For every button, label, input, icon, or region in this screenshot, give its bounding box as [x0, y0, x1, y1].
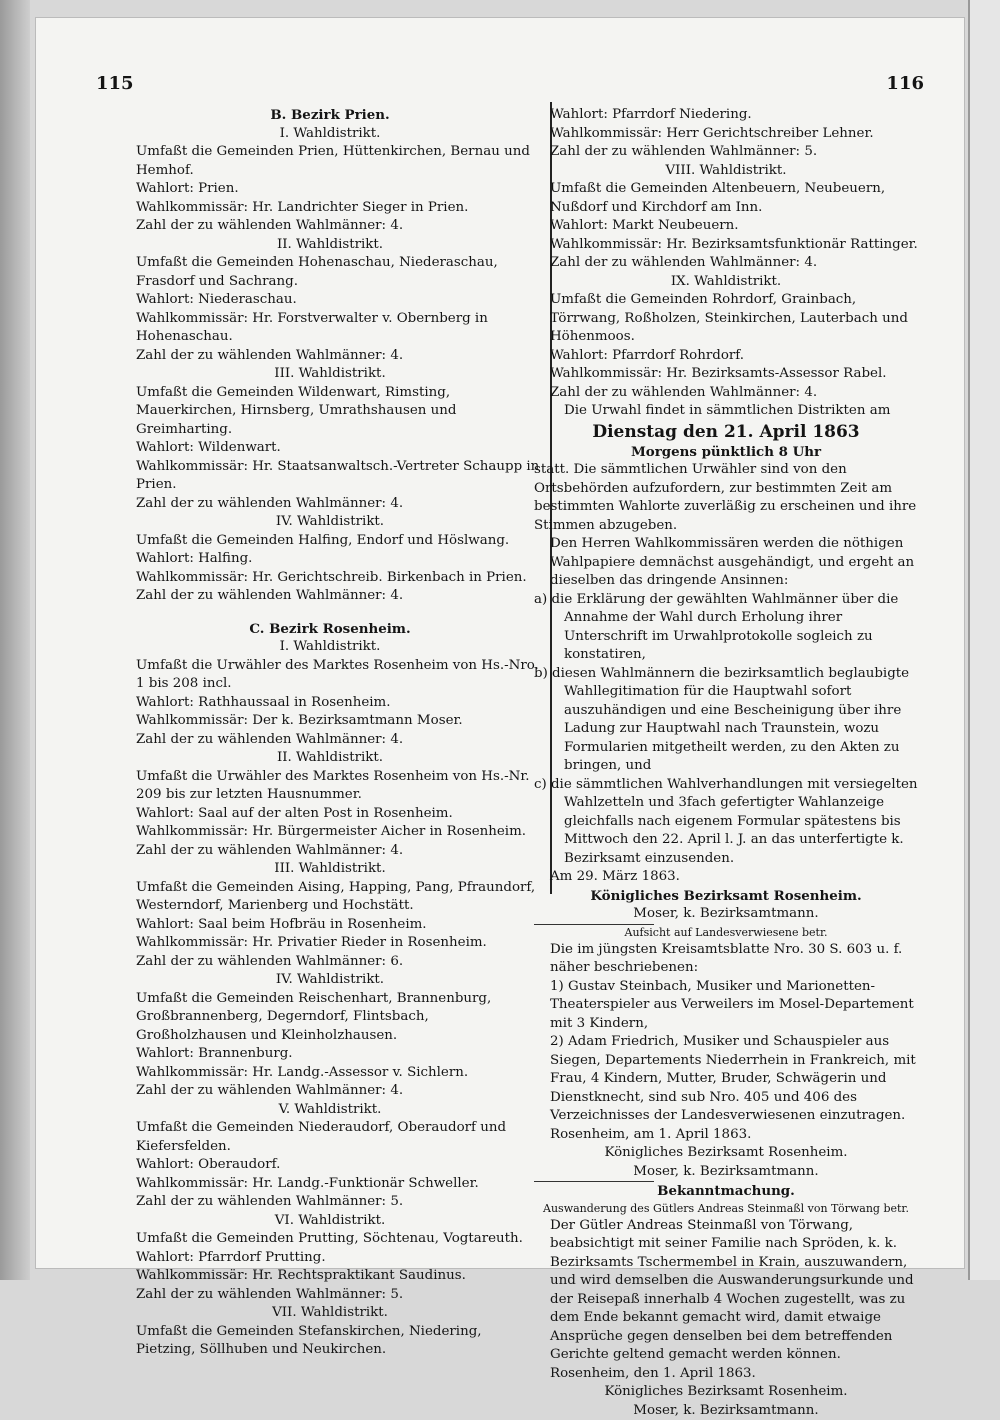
text-line: Rosenheim, am 1. April 1863.	[534, 1126, 918, 1145]
right-column	[534, 106, 918, 1420]
text-line: c) die sämmtlichen Wahlverhandlungen mit versiegelten Wahlzetteln und 3fach gefertigter Wahlanzeige gleichfalls nach eigenem Formular spätestens bis Mittwoch den 22. April l. J. an das unterfertigte k. Bezirksamt einzusenden.	[534, 776, 918, 869]
text-line: Wahlkommissär: Hr. Landg.-Assessor v. Sichlern.	[120, 1064, 540, 1083]
text-line: Zahl der zu wählenden Wahlmänner: 5.	[120, 1193, 540, 1212]
text-line: Umfaßt die Gemeinden Wildenwart, Rimsting, Mauerkirchen, Hirnsberg, Umrathshausen und Greimharting.	[120, 384, 540, 440]
text-line: C. Bezirk Rosenheim.	[120, 620, 540, 639]
text-line: Umfaßt die Gemeinden Altenbeuern, Neubeuern, Nußdorf und Kirchdorf am Inn.	[534, 180, 918, 217]
text-line: VI. Wahldistrikt.	[120, 1212, 540, 1231]
text-line: Rosenheim, den 1. April 1863.	[534, 1365, 918, 1384]
text-line: Zahl der zu wählenden Wahlmänner: 4.	[120, 1082, 540, 1101]
text-line: b) diesen Wahlmännern die bezirksamtlich beglaubigte Wahllegitimation für die Hauptwahl sofort auszuhändigen und eine Bescheinigung über ihre Ladung zur Hauptwahl nach Traunstein, wozu Formularien mitgetheilt werden, zu den Akten zu bringen, und	[534, 665, 918, 776]
text-line: Wahlkommissär: Hr. Forstverwalter v. Obernberg in Hohenaschau.	[120, 310, 540, 347]
text-line: Zahl der zu wählenden Wahlmänner: 6.	[120, 953, 540, 972]
text-line: I. Wahldistrikt.	[120, 125, 540, 144]
text-line: Umfaßt die Gemeinden Niederaudorf, Oberaudorf und Kiefersfelden.	[120, 1119, 540, 1156]
text-line: Wahlort: Rathhaussaal in Rosenheim.	[120, 694, 540, 713]
text-line: Umfaßt die Gemeinden Reischenhart, Brannenburg, Großbrannenberg, Degerndorf, Flintsbach, Großholzhausen und Kleinholzhausen.	[120, 990, 540, 1046]
text-line: II. Wahldistrikt.	[120, 236, 540, 255]
text-line: VII. Wahldistrikt.	[120, 1304, 540, 1323]
text-line: IV. Wahldistrikt.	[120, 513, 540, 532]
text-line: Bekanntmachung.	[534, 1182, 918, 1201]
text-line: Wahlort: Pfarrdorf Niedering.	[534, 106, 918, 125]
text-line: Moser, k. Bezirksamtmann.	[534, 905, 918, 924]
text-line: Wahlort: Saal beim Hofbräu in Rosenheim.	[120, 916, 540, 935]
text-line: III. Wahldistrikt.	[120, 860, 540, 879]
text-line: Wahlkommissär: Hr. Bezirksamtsfunktionär Rattinger.	[534, 236, 918, 255]
text-line: Wahlort: Prien.	[120, 180, 540, 199]
text-line: Zahl der zu wählenden Wahlmänner: 4.	[120, 731, 540, 750]
text-line: Wahlkommissär: Hr. Rechtspraktikant Saudinus.	[120, 1267, 540, 1286]
text-line: Wahlkommissär: Hr. Staatsanwaltsch.-Vertreter Schaupp in Prien.	[120, 458, 540, 495]
text-line: IX. Wahldistrikt.	[534, 273, 918, 292]
text-line: Zahl der zu wählenden Wahlmänner: 4.	[120, 347, 540, 366]
document-page	[36, 18, 964, 1268]
text-line: Dienstag den 21. April 1863	[534, 421, 918, 443]
text-line: Aufsicht auf Landesverwiesene betr.	[534, 925, 918, 941]
text-line: Umfaßt die Gemeinden Prien, Hüttenkirchen, Bernau und Hemhof.	[120, 143, 540, 180]
text-line	[120, 606, 540, 620]
text-line: III. Wahldistrikt.	[120, 365, 540, 384]
text-line: Wahlort: Wildenwart.	[120, 439, 540, 458]
text-line: Zahl der zu wählenden Wahlmänner: 5.	[534, 143, 918, 162]
text-line: Wahlort: Halfing.	[120, 550, 540, 569]
text-line: Wahlkommissär: Der k. Bezirksamtmann Moser.	[120, 712, 540, 731]
text-line: Den Herren Wahlkommissären werden die nöthigen Wahlpapiere demnächst ausgehändigt, und ergeht an dieselben das dringende Ansinnen:	[534, 535, 918, 591]
text-line: Umfaßt die Gemeinden Stefanskirchen, Niedering, Pietzing, Söllhuben und Neukirchen.	[120, 1323, 540, 1360]
text-line: Wahlkommissär: Hr. Landg.-Funktionär Schweller.	[120, 1175, 540, 1194]
text-line: Königliches Bezirksamt Rosenheim.	[534, 1144, 918, 1163]
text-line: Wahlort: Pfarrdorf Prutting.	[120, 1249, 540, 1268]
text-line: Zahl der zu wählenden Wahlmänner: 4.	[534, 384, 918, 403]
text-line: Wahlort: Niederaschau.	[120, 291, 540, 310]
left-column	[120, 106, 540, 1360]
text-line: Umfaßt die Gemeinden Aising, Happing, Pang, Pfraundorf, Westerndorf, Marienberg und Hochstätt.	[120, 879, 540, 916]
text-line: V. Wahldistrikt.	[120, 1101, 540, 1120]
text-line: I. Wahldistrikt.	[120, 638, 540, 657]
text-line: Wahlkommissär: Hr. Gerichtschreib. Birkenbach in Prien.	[120, 569, 540, 588]
text-line: Wahlkommissär: Hr. Bezirksamts-Assessor Rabel.	[534, 365, 918, 384]
text-line: Wahlort: Saal auf der alten Post in Rosenheim.	[120, 805, 540, 824]
text-line: Umfaßt die Gemeinden Rohrdorf, Grainbach, Törrwang, Roßholzen, Steinkirchen, Lauterbach und Höhenmoos.	[534, 291, 918, 347]
text-line: Wahlkommissär: Hr. Privatier Rieder in Rosenheim.	[120, 934, 540, 953]
text-line: B. Bezirk Prien.	[120, 106, 540, 125]
page-number-left: 115	[96, 73, 134, 94]
text-line: Zahl der zu wählenden Wahlmänner: 5.	[120, 1286, 540, 1305]
text-line: Zahl der zu wählenden Wahlmänner: 4.	[120, 217, 540, 236]
text-line: Der Gütler Andreas Steinmaßl von Törwang, beabsichtigt mit seiner Familie nach Spröden, k. k. Bezirksamts Tschermembel in Krain, auszuwandern, und wird demselben die Auswanderungsurkunde und der Reisepaß innerhalb 4 Wochen zugestellt, was zu dem Ende bekannt gemacht wird, damit etwaige Ansprüche gegen denselben bei dem betreffenden Gerichte geltend gemacht werden können.	[534, 1217, 918, 1365]
text-line: Königliches Bezirksamt Rosenheim.	[534, 887, 918, 906]
text-line: Königliches Bezirksamt Rosenheim.	[534, 1383, 918, 1402]
text-line: Am 29. März 1863.	[534, 868, 918, 887]
text-line: Auswanderung des Gütlers Andreas Steinmaßl von Törwang betr.	[534, 1201, 918, 1217]
next-page-edge	[968, 0, 1000, 1280]
text-line: Umfaßt die Urwähler des Marktes Rosenheim von Hs.-Nr. 209 bis zur letzten Hausnummer.	[120, 768, 540, 805]
text-line: statt. Die sämmtlichen Urwähler sind von den Ortsbehörden aufzufordern, zur bestimmten Zeit am bestimmten Wahlorte zuverläßig zu erscheinen und ihre Stimmen abzugeben.	[534, 461, 918, 535]
text-line: Moser, k. Bezirksamtmann.	[534, 1402, 918, 1420]
text-line: Wahlort: Brannenburg.	[120, 1045, 540, 1064]
text-line: Umfaßt die Gemeinden Halfing, Endorf und Höslwang.	[120, 532, 540, 551]
text-line: 2) Adam Friedrich, Musiker und Schauspieler aus Siegen, Departements Niederrhein in Frankreich, mit Frau, 4 Kindern, Mutter, Bruder, Schwägerin und Dienstknecht, sind sub Nro. 405 und 406 des Verzeichnisses der Landesverwiesenen einzutragen.	[534, 1033, 918, 1126]
text-line: Umfaßt die Urwähler des Marktes Rosenheim von Hs.-Nro. 1 bis 208 incl.	[120, 657, 540, 694]
text-line: Moser, k. Bezirksamtmann.	[534, 1163, 918, 1182]
text-line: Morgens pünktlich 8 Uhr	[534, 443, 918, 462]
text-line: Die im jüngsten Kreisamtsblatte Nro. 30 S. 603 u. f. näher beschriebenen:	[534, 941, 918, 978]
text-line: Wahlort: Pfarrdorf Rohrdorf.	[534, 347, 918, 366]
page-number-right: 116	[886, 73, 924, 94]
text-line: Wahlkommissär: Herr Gerichtschreiber Lehner.	[534, 125, 918, 144]
text-line: Wahlkommissär: Hr. Bürgermeister Aicher in Rosenheim.	[120, 823, 540, 842]
text-line: Wahlort: Markt Neubeuern.	[534, 217, 918, 236]
text-line: IV. Wahldistrikt.	[120, 971, 540, 990]
text-line: VIII. Wahldistrikt.	[534, 162, 918, 181]
text-line: Zahl der zu wählenden Wahlmänner: 4.	[120, 587, 540, 606]
text-line: Zahl der zu wählenden Wahlmänner: 4.	[120, 842, 540, 861]
text-line: Umfaßt die Gemeinden Prutting, Söchtenau, Vogtareuth.	[120, 1230, 540, 1249]
text-line: Zahl der zu wählenden Wahlmänner: 4.	[534, 254, 918, 273]
text-line: II. Wahldistrikt.	[120, 749, 540, 768]
text-line: Wahlort: Oberaudorf.	[120, 1156, 540, 1175]
book-binding	[0, 0, 30, 1280]
text-line: Umfaßt die Gemeinden Hohenaschau, Niederaschau, Frasdorf und Sachrang.	[120, 254, 540, 291]
text-line: Die Urwahl findet in sämmtlichen Distrikten am	[534, 402, 918, 421]
text-line: Zahl der zu wählenden Wahlmänner: 4.	[120, 495, 540, 514]
text-line: 1) Gustav Steinbach, Musiker und Marionetten-Theaterspieler aus Verweilers im Mosel-Departement mit 3 Kindern,	[534, 978, 918, 1034]
text-line: Wahlkommissär: Hr. Landrichter Sieger in Prien.	[120, 199, 540, 218]
text-line: a) die Erklärung der gewählten Wahlmänner über die Annahme der Wahl durch Erholung ihrer Unterschrift im Urwahlprotokolle sogleich zu konstatiren,	[534, 591, 918, 665]
